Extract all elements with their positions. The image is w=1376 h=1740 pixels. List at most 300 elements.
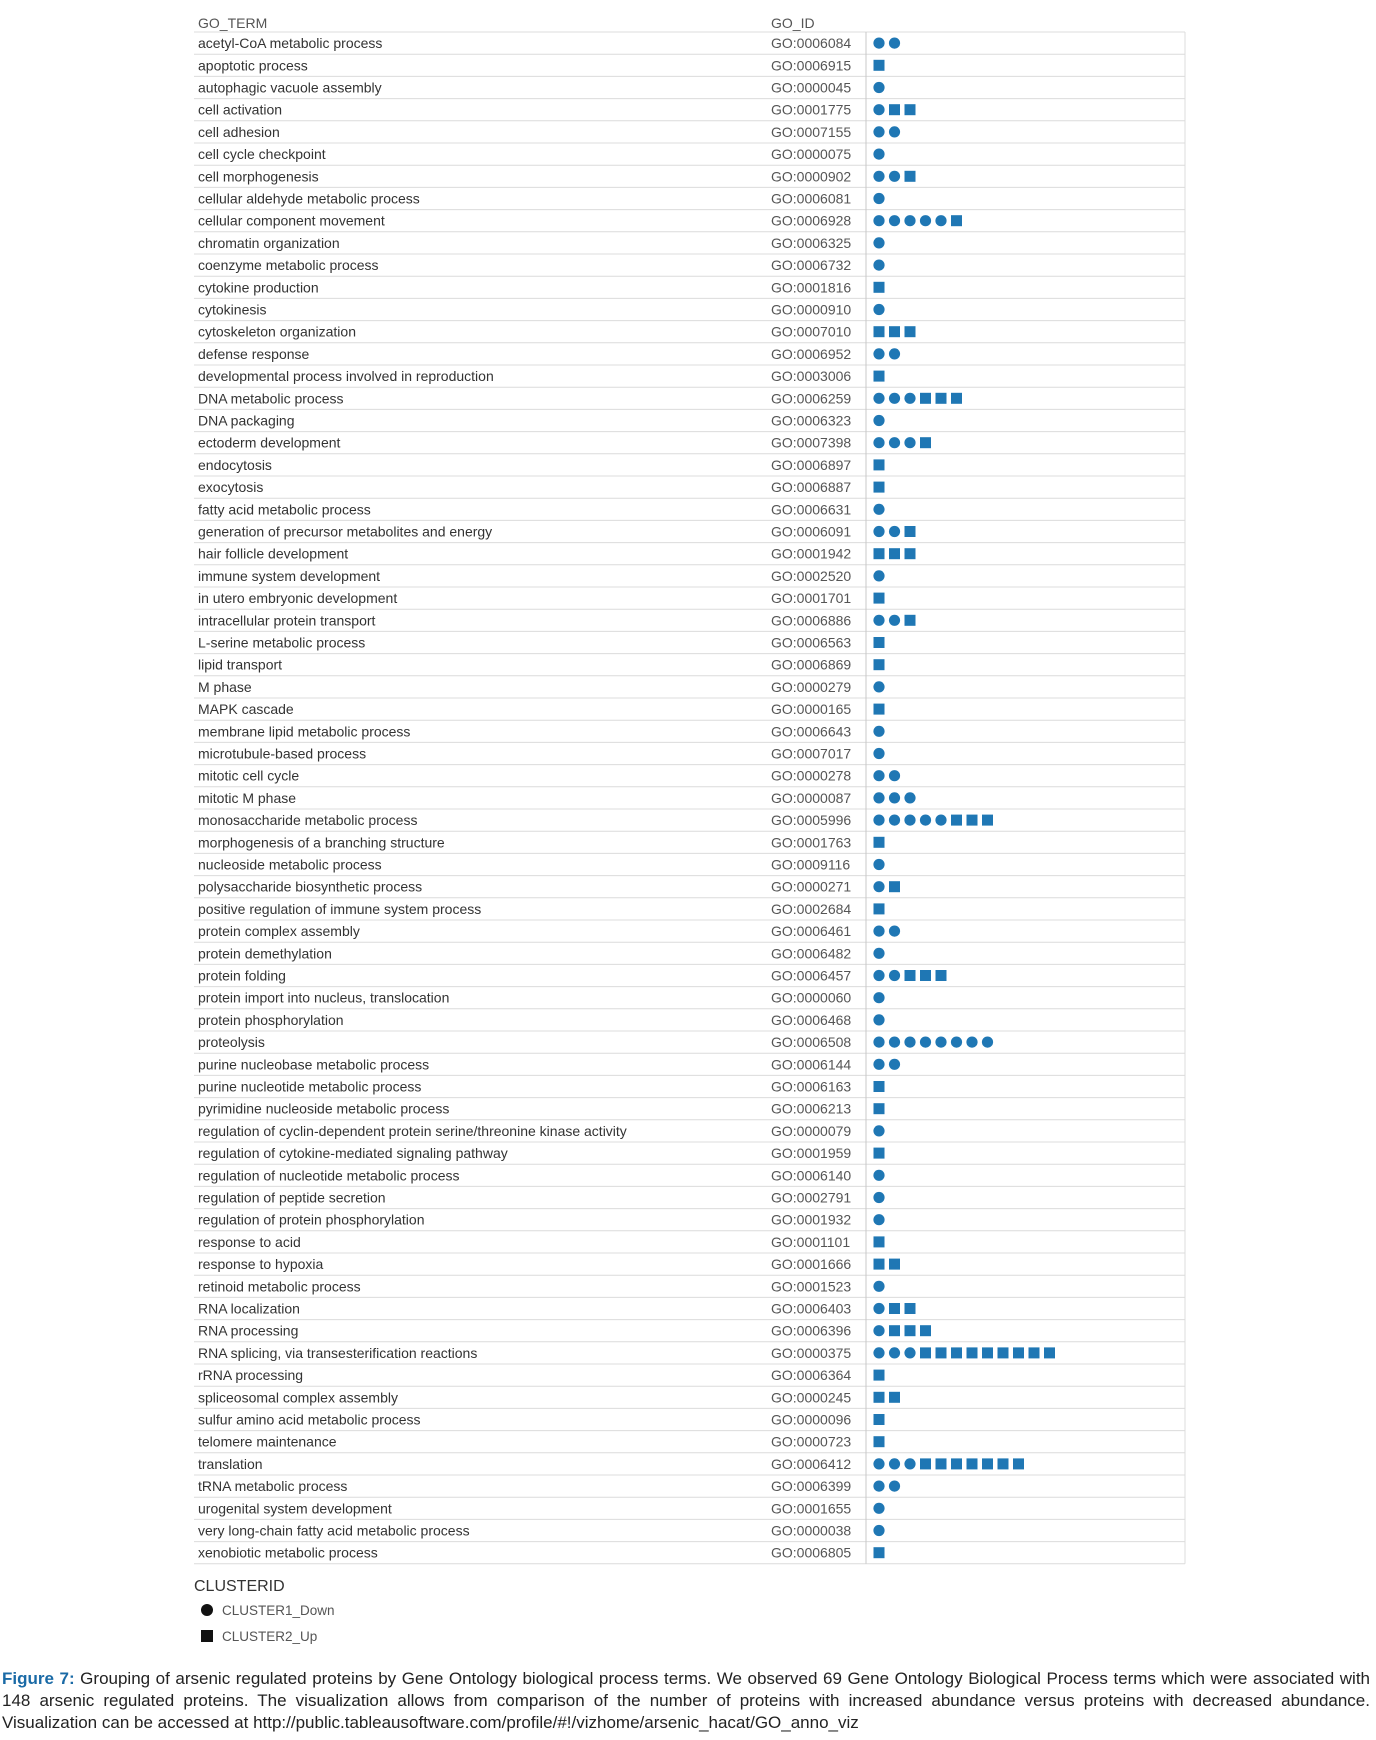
go-term-label: cytoskeleton organization	[198, 323, 356, 340]
table-row	[198, 1145, 885, 1161]
cluster2-up-mark	[1044, 1347, 1055, 1358]
cluster2-up-mark	[982, 1347, 993, 1358]
table-row	[198, 990, 885, 1006]
cluster1-down-mark	[873, 948, 884, 959]
cluster1-down-mark	[873, 1281, 884, 1292]
go-term-label: cytokine production	[198, 279, 319, 296]
cluster1-down-mark	[873, 992, 884, 1003]
cluster1-down-mark	[889, 126, 900, 137]
cluster2-up-mark	[967, 1458, 978, 1469]
go-term-label: positive regulation of immune system process	[198, 900, 482, 917]
table-row	[198, 1456, 1024, 1472]
go-term-label: regulation of peptide secretion	[198, 1189, 386, 1206]
cluster1-down-mark	[873, 237, 884, 248]
cluster1-down-mark	[873, 770, 884, 781]
table-row	[198, 57, 885, 73]
go-id-label: GO:0006084	[771, 35, 852, 52]
cluster2-up-mark	[874, 1392, 885, 1403]
cluster2-up-mark	[1013, 1458, 1024, 1469]
cluster2-up-mark	[920, 1325, 931, 1336]
cluster1-down-mark	[873, 393, 884, 404]
go-term-label: protein phosphorylation	[198, 1011, 344, 1028]
go-id-label: GO:0006081	[771, 190, 852, 207]
cluster2-up-mark	[920, 970, 931, 981]
cluster2-up-mark	[874, 282, 885, 293]
table-row	[198, 1034, 993, 1050]
table-row	[198, 302, 885, 318]
cluster2-up-mark	[874, 1259, 885, 1270]
go-term-label: acetyl-CoA metabolic process	[198, 35, 383, 52]
go-id-label: GO:0000075	[771, 146, 852, 163]
table-row	[198, 1012, 885, 1028]
table-row	[198, 1367, 885, 1383]
cluster1-down-mark	[904, 393, 915, 404]
cluster2-up-mark	[967, 1347, 978, 1358]
go-term-label: ectoderm development	[198, 434, 341, 451]
cluster1-down-mark	[889, 1458, 900, 1469]
cluster1-down-mark	[873, 1325, 884, 1336]
go-id-label: GO:0001816	[771, 279, 852, 296]
go-term-label: DNA metabolic process	[198, 390, 344, 407]
cluster1-down-mark	[889, 393, 900, 404]
cluster2-up-mark	[951, 393, 962, 404]
go-id-label: GO:0006325	[771, 234, 852, 251]
table-rows	[198, 35, 1055, 1561]
go-id-label: GO:0006259	[771, 390, 852, 407]
cluster1-down-mark	[873, 348, 884, 359]
cluster2-up-mark	[998, 1347, 1009, 1358]
table-row	[198, 1190, 885, 1206]
cluster2-up-mark	[874, 60, 885, 71]
go-id-label: GO:0006091	[771, 523, 852, 540]
go-term-label: membrane lipid metabolic process	[198, 723, 411, 740]
header-go-id: GO_ID	[771, 15, 815, 31]
go-term-label: MAPK cascade	[198, 701, 294, 718]
cluster1-down-mark	[873, 126, 884, 137]
table-row	[198, 1056, 900, 1072]
go-id-label: GO:0006461	[771, 923, 852, 940]
go-id-label: GO:0001655	[771, 1500, 852, 1517]
cluster2-up-mark	[905, 1325, 916, 1336]
cluster1-down-mark	[873, 1503, 884, 1514]
cluster2-up-mark	[905, 526, 916, 537]
cluster2-up-mark	[905, 970, 916, 981]
go-id-label: GO:0002791	[771, 1189, 852, 1206]
cluster2-up-mark	[920, 1458, 931, 1469]
go-term-label: nucleoside metabolic process	[198, 856, 382, 873]
table-row	[198, 1523, 885, 1539]
go-term-label: RNA processing	[198, 1322, 299, 1339]
cluster2-up-mark	[889, 104, 900, 115]
go-term-label: apoptotic process	[198, 57, 308, 74]
table-row	[198, 1478, 900, 1494]
table-row	[198, 390, 962, 406]
cluster1-down-mark	[873, 260, 884, 271]
cluster2-up-mark	[967, 815, 978, 826]
go-term-label: response to hypoxia	[198, 1256, 324, 1273]
cluster2-up-mark	[1029, 1347, 1040, 1358]
cluster1-down-mark	[904, 1037, 915, 1048]
go-term-label: telomere maintenance	[198, 1433, 337, 1450]
go-term-label: RNA splicing, via transesterification reactions	[198, 1344, 478, 1361]
table-row	[198, 701, 885, 717]
go-term-label: rRNA processing	[198, 1367, 304, 1384]
table-row	[198, 1123, 885, 1139]
cluster1-down-mark	[904, 1458, 915, 1469]
cluster1-down-mark	[889, 970, 900, 981]
cluster2-up-mark	[874, 593, 885, 604]
go-id-label: GO:0006468	[771, 1011, 852, 1028]
table-row	[198, 257, 885, 273]
cluster1-down-mark	[873, 104, 884, 115]
cluster2-up-mark	[889, 1259, 900, 1270]
go-id-label: GO:0006886	[771, 612, 852, 629]
cluster2-up-mark	[951, 1347, 962, 1358]
cluster2-up-mark	[920, 437, 931, 448]
cluster1-down-mark	[873, 970, 884, 981]
cluster1-down-mark	[873, 1192, 884, 1203]
table-row	[198, 612, 916, 628]
table-row	[198, 723, 885, 739]
go-id-label: GO:0000045	[771, 79, 852, 96]
go-id-label: GO:0000271	[771, 878, 852, 895]
go-id-label: GO:0006163	[771, 1078, 852, 1095]
go-id-label: GO:0000087	[771, 789, 852, 806]
cluster1-down-mark	[873, 1458, 884, 1469]
cluster2-up-mark	[874, 659, 885, 670]
go-id-label: GO:0000245	[771, 1389, 852, 1406]
go-term-label: RNA localization	[198, 1300, 300, 1317]
cluster2-up-mark	[889, 326, 900, 337]
cluster1-down-mark	[873, 881, 884, 892]
go-id-label: GO:0002684	[771, 900, 852, 917]
cluster2-up-mark	[874, 459, 885, 470]
cluster2-up-mark	[905, 171, 916, 182]
table-row	[198, 746, 885, 762]
cluster1-down-mark	[873, 1059, 884, 1070]
table-row	[198, 1412, 885, 1428]
go-id-label: GO:0006396	[771, 1322, 852, 1339]
go-id-label: GO:0000038	[771, 1522, 852, 1539]
cluster1-down-mark	[873, 726, 884, 737]
table-row	[198, 834, 885, 850]
table-row	[198, 546, 916, 562]
cluster1-down-mark	[889, 215, 900, 226]
cluster2-up-mark	[982, 815, 993, 826]
legend-title: CLUSTERID	[194, 1578, 285, 1595]
go-id-label: GO:0006213	[771, 1100, 852, 1117]
cluster1-down-mark	[889, 1481, 900, 1492]
go-id-label: GO:0006399	[771, 1478, 852, 1495]
go-term-label: cytokinesis	[198, 301, 267, 318]
cluster1-down-mark	[935, 1037, 946, 1048]
go-term-label: retinoid metabolic process	[198, 1278, 361, 1295]
go-id-label: GO:0000723	[771, 1433, 852, 1450]
go-term-label: regulation of nucleotide metabolic process	[198, 1167, 460, 1184]
go-term-label: polysaccharide biosynthetic process	[198, 878, 423, 895]
table-row	[198, 479, 885, 495]
table-row	[198, 435, 931, 451]
cluster1-down-mark	[873, 748, 884, 759]
cluster2-up-mark	[889, 881, 900, 892]
cluster1-down-mark	[904, 437, 915, 448]
cluster2-up-mark	[905, 104, 916, 115]
go-term-label: purine nucleotide metabolic process	[198, 1078, 422, 1095]
go-id-label: GO:0009116	[771, 856, 851, 873]
go-id-label: GO:0006805	[771, 1544, 852, 1561]
cluster1-down-mark	[889, 815, 900, 826]
cluster2-up-mark	[905, 615, 916, 626]
go-term-label: intracellular protein transport	[198, 612, 376, 629]
go-id-label: GO:0001775	[771, 101, 852, 118]
table-row	[198, 1234, 885, 1250]
go-term-label: monosaccharide metabolic process	[198, 812, 418, 829]
table-row	[198, 568, 885, 584]
go-term-label: generation of precursor metabolites and energy	[198, 523, 493, 540]
go-term-label: pyrimidine nucleoside metabolic process	[198, 1100, 450, 1117]
go-term-label: coenzyme metabolic process	[198, 257, 379, 274]
go-id-label: GO:0001932	[771, 1211, 852, 1228]
go-id-label: GO:0002520	[771, 567, 852, 584]
cluster2-up-mark	[874, 837, 885, 848]
table-row	[198, 35, 900, 51]
cluster1-down-mark	[920, 1037, 931, 1048]
table-row	[198, 901, 885, 917]
go-id-label: GO:0007398	[771, 434, 852, 451]
cluster2-up-mark	[920, 1347, 931, 1358]
go-id-label: GO:0007010	[771, 323, 852, 340]
cluster2-up-mark	[874, 548, 885, 559]
table-row	[198, 590, 885, 606]
go-term-label: fatty acid metabolic process	[198, 501, 371, 518]
cluster1-down-mark	[889, 38, 900, 49]
go-term-label: in utero embryonic development	[198, 590, 398, 607]
go-id-label: GO:0006323	[771, 412, 852, 429]
table-row	[198, 923, 900, 939]
cluster1-down-mark	[873, 1125, 884, 1136]
cluster2-up-mark	[874, 482, 885, 493]
go-id-label: GO:0007017	[771, 745, 852, 762]
table-row	[198, 968, 947, 984]
go-id-label: GO:0000060	[771, 989, 852, 1006]
cluster2-up-mark	[874, 704, 885, 715]
go-id-label: GO:0006563	[771, 634, 852, 651]
cluster1-down-mark	[873, 570, 884, 581]
go-id-label: GO:0000079	[771, 1122, 852, 1139]
cluster2-up-mark	[874, 1370, 885, 1381]
go-term-label: chromatin organization	[198, 234, 340, 251]
legend-item-cluster2: CLUSTER2_Up	[222, 1629, 318, 1644]
cluster2-up-mark	[874, 1148, 885, 1159]
legend	[194, 1578, 335, 1644]
go-term-label: immune system development	[198, 567, 381, 584]
go-id-label: GO:0006457	[771, 967, 852, 984]
table-row	[198, 235, 885, 251]
table-row	[198, 879, 900, 895]
table-row	[198, 657, 885, 673]
go-term-label: regulation of protein phosphorylation	[198, 1211, 425, 1228]
go-id-label: GO:0006140	[771, 1167, 852, 1184]
cluster1-down-mark	[873, 1481, 884, 1492]
table-row	[198, 679, 885, 695]
cluster1-down-mark	[889, 926, 900, 937]
go-id-label: GO:0006403	[771, 1300, 852, 1317]
cluster2-up-mark	[936, 970, 947, 981]
cluster1-down-mark	[904, 815, 915, 826]
cluster2-up-mark	[982, 1458, 993, 1469]
table-row	[198, 346, 900, 362]
go-term-label: microtubule-based process	[198, 745, 367, 762]
cluster1-down-mark	[920, 215, 931, 226]
table-row	[198, 1389, 900, 1405]
cluster2-up-mark	[936, 1347, 947, 1358]
go-term-label: exocytosis	[198, 479, 264, 496]
table-row	[198, 1167, 885, 1183]
caption-label: Figure 7:	[2, 1669, 75, 1688]
table-row	[198, 191, 885, 207]
go-term-label: proteolysis	[198, 1034, 265, 1051]
go-term-label: translation	[198, 1455, 263, 1472]
cluster2-up-mark	[1013, 1347, 1024, 1358]
cluster1-down-mark	[966, 1037, 977, 1048]
cluster2-up-mark	[936, 393, 947, 404]
go-term-label: regulation of cyclin-dependent protein serine/threonine kinase activity	[198, 1122, 627, 1139]
table-row	[198, 1323, 931, 1339]
go-id-label: GO:0006144	[771, 1056, 852, 1073]
table-row	[198, 124, 900, 140]
cluster2-up-mark	[951, 815, 962, 826]
cluster1-down-mark	[873, 681, 884, 692]
go-id-label: GO:0001701	[771, 590, 852, 607]
go-term-label: sulfur amino acid metabolic process	[198, 1411, 421, 1428]
table-row	[198, 1256, 900, 1272]
cluster1-down-mark	[935, 215, 946, 226]
cluster1-down-mark	[873, 1014, 884, 1025]
cluster1-down-mark	[873, 304, 884, 315]
go-term-label: lipid transport	[198, 656, 283, 673]
go-term-label: defense response	[198, 345, 310, 362]
cluster2-up-mark	[874, 326, 885, 337]
table-row	[198, 945, 885, 961]
go-term-label: mitotic M phase	[198, 789, 297, 806]
go-id-label: GO:0001763	[771, 834, 852, 851]
table-row	[198, 1434, 885, 1450]
table-row	[198, 501, 885, 517]
legend-square-marker	[201, 1630, 213, 1642]
go-term-label: response to acid	[198, 1233, 301, 1250]
go-term-label: cell activation	[198, 101, 283, 118]
go-id-label: GO:0007155	[771, 123, 852, 140]
cluster2-up-mark	[889, 1303, 900, 1314]
go-term-label: regulation of cytokine-mediated signaling pathway	[198, 1145, 508, 1162]
cluster1-down-mark	[889, 348, 900, 359]
table-row	[198, 790, 916, 806]
cluster1-down-mark	[873, 1170, 884, 1181]
cluster1-down-mark	[873, 615, 884, 626]
cluster1-down-mark	[904, 792, 915, 803]
cluster2-up-mark	[874, 1103, 885, 1114]
go-term-label: cellular aldehyde metabolic process	[198, 190, 420, 207]
go-id-label: GO:0006887	[771, 479, 852, 496]
go-id-label: GO:0003006	[771, 368, 852, 385]
go-id-label: GO:0000096	[771, 1411, 852, 1428]
cluster1-down-mark	[889, 526, 900, 537]
cluster2-up-mark	[874, 637, 885, 648]
go-id-label: GO:0000165	[771, 701, 852, 718]
cluster1-down-mark	[873, 437, 884, 448]
cluster2-up-mark	[905, 1303, 916, 1314]
cluster2-up-mark	[889, 1392, 900, 1403]
go-term-label: endocytosis	[198, 456, 272, 473]
go-id-label: GO:0006364	[771, 1367, 852, 1384]
cluster1-down-mark	[935, 815, 946, 826]
cluster2-up-mark	[874, 1414, 885, 1425]
cluster2-up-mark	[936, 1458, 947, 1469]
table-row	[198, 1345, 1055, 1361]
go-term-label: developmental process involved in reproduction	[198, 368, 494, 385]
cluster2-up-mark	[920, 393, 931, 404]
cluster1-down-mark	[889, 792, 900, 803]
cluster1-down-mark	[889, 1059, 900, 1070]
cluster2-up-mark	[998, 1458, 1009, 1469]
cluster1-down-mark	[873, 193, 884, 204]
go-term-label: xenobiotic metabolic process	[198, 1544, 378, 1561]
go-term-label: tRNA metabolic process	[198, 1478, 348, 1495]
cluster1-down-mark	[873, 1303, 884, 1314]
cluster1-down-mark	[889, 171, 900, 182]
cluster1-down-mark	[904, 215, 915, 226]
table-row	[198, 168, 916, 184]
table-row	[198, 524, 916, 540]
cluster1-down-mark	[873, 815, 884, 826]
table-row	[198, 324, 916, 340]
cluster2-up-mark	[905, 326, 916, 337]
go-id-label: GO:0006482	[771, 945, 852, 962]
go-id-label: GO:0001523	[771, 1278, 852, 1295]
go-id-label: GO:0006643	[771, 723, 852, 740]
go-term-label: hair follicle development	[198, 545, 349, 562]
go-id-label: GO:0006732	[771, 257, 852, 274]
legend-item-cluster1: CLUSTER1_Down	[222, 1603, 335, 1618]
cluster1-down-mark	[904, 1347, 915, 1358]
cluster1-down-mark	[873, 526, 884, 537]
go-id-label: GO:0000375	[771, 1344, 852, 1361]
legend-circle-marker	[201, 1604, 213, 1616]
go-term-label: cell morphogenesis	[198, 168, 319, 185]
table-row	[198, 812, 993, 828]
table-row	[198, 1278, 885, 1294]
table-row	[198, 368, 885, 384]
table-row	[198, 413, 885, 429]
cluster2-up-mark	[951, 215, 962, 226]
cluster1-down-mark	[873, 1214, 884, 1225]
go-term-label: autophagic vacuole assembly	[198, 79, 382, 96]
table-row	[198, 1212, 885, 1228]
cluster1-down-mark	[873, 859, 884, 870]
go-term-label: purine nucleobase metabolic process	[198, 1056, 430, 1073]
table-row	[198, 857, 885, 873]
go-term-label: cellular component movement	[198, 212, 385, 229]
go-term-label: protein demethylation	[198, 945, 332, 962]
go-term-label: protein folding	[198, 967, 286, 984]
go-id-label: GO:0001666	[771, 1256, 852, 1273]
go-id-label: GO:0001942	[771, 545, 852, 562]
go-term-label: spliceosomal complex assembly	[198, 1389, 398, 1406]
cluster1-down-mark	[920, 815, 931, 826]
go-term-label: very long-chain fatty acid metabolic process	[198, 1522, 470, 1539]
table-row	[198, 213, 962, 229]
go-id-label: GO:0006508	[771, 1034, 852, 1051]
